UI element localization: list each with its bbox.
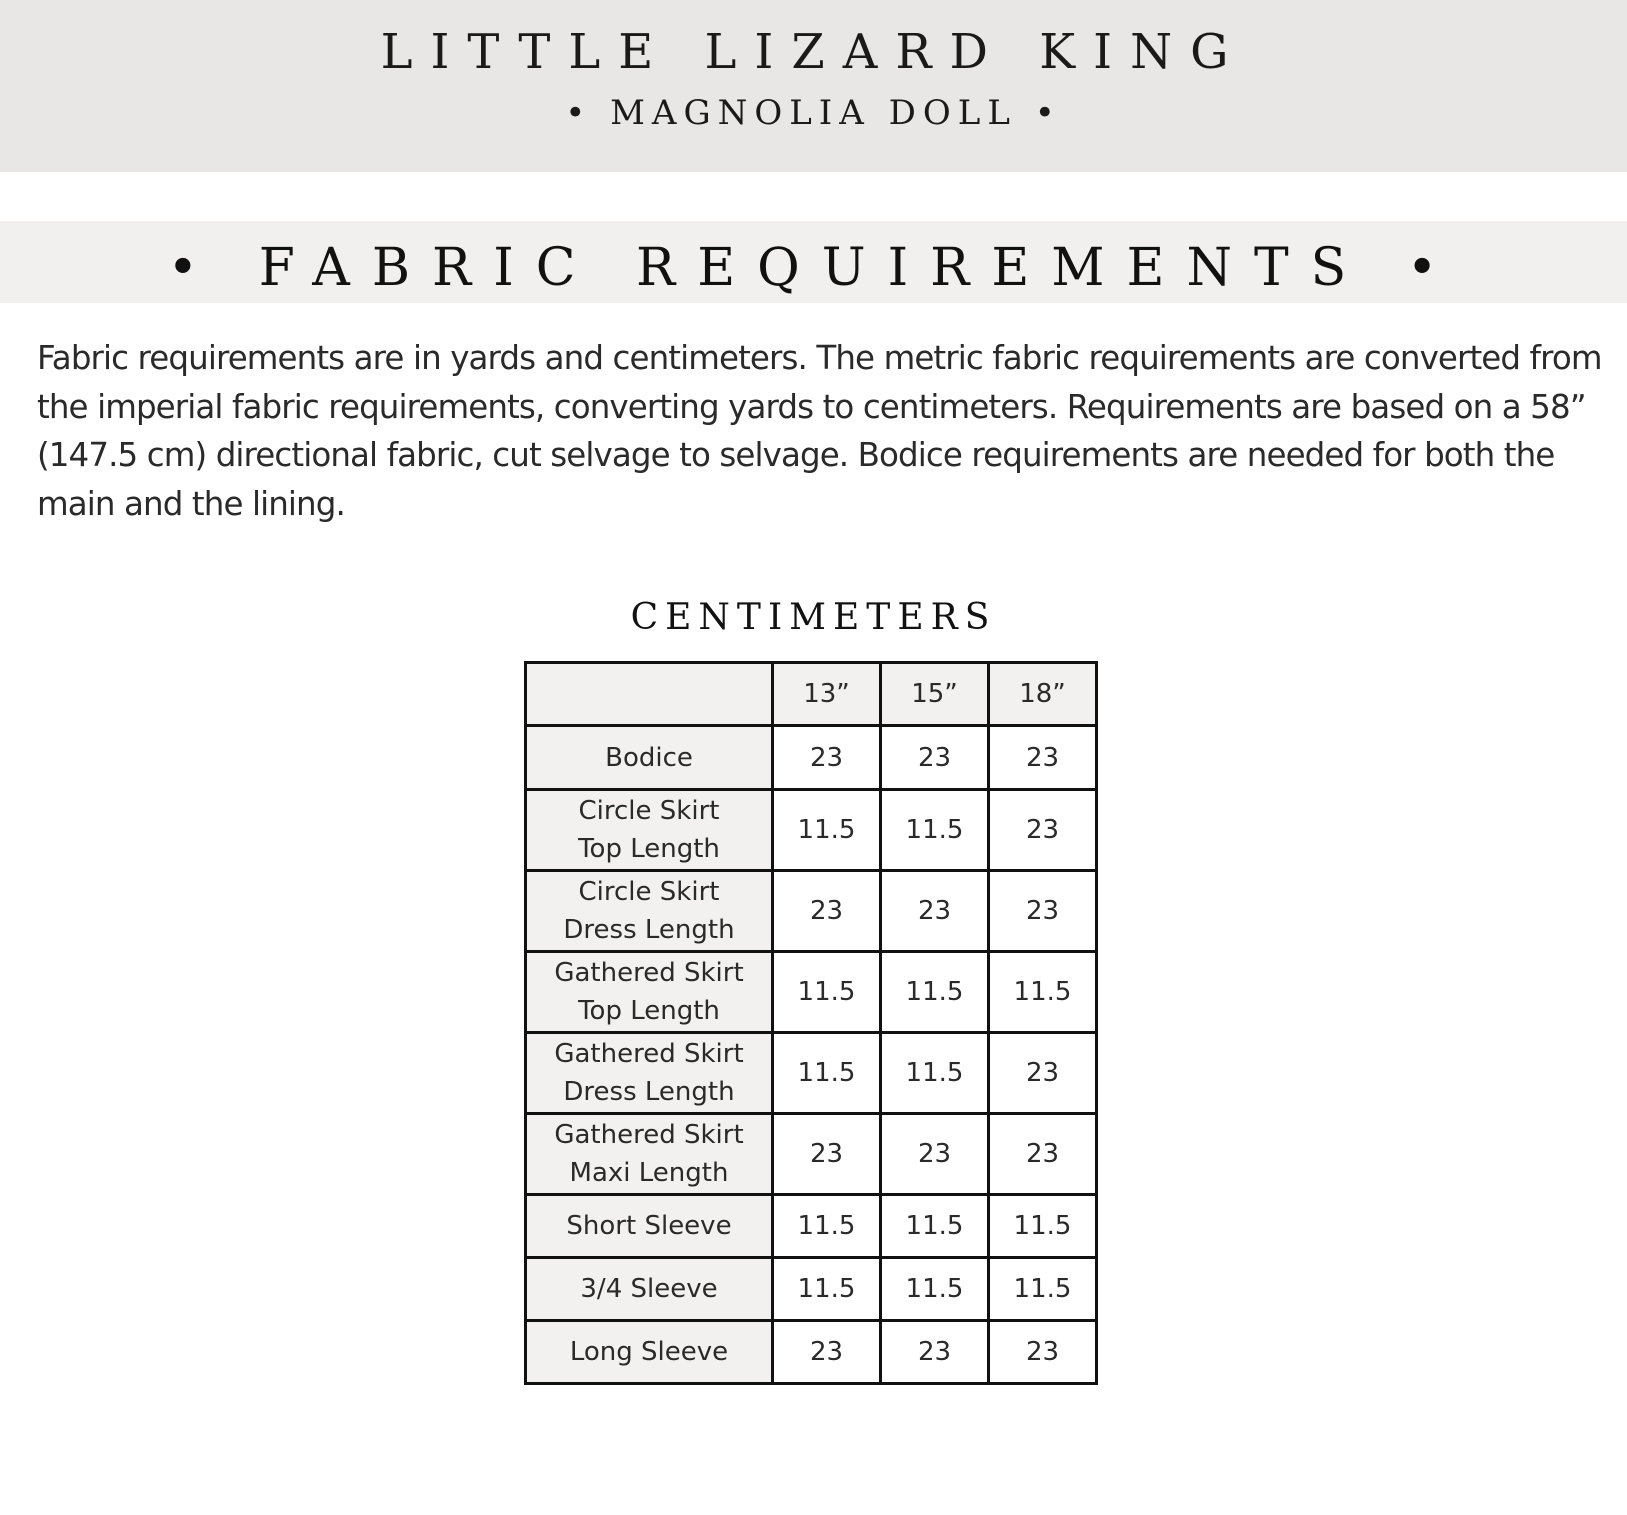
- column-header-18: 18”: [989, 663, 1097, 726]
- table-cell: 23: [773, 871, 881, 952]
- table-cell: 23: [989, 871, 1097, 952]
- section-title: • FABRIC REQUIREMENTS •: [167, 238, 1460, 298]
- table-row: [526, 790, 1097, 871]
- table-cell: 23: [881, 1114, 989, 1195]
- table-cell: 23: [989, 726, 1097, 790]
- row-label: Long Sleeve: [526, 1321, 773, 1384]
- table-cell: 23: [989, 1321, 1097, 1384]
- table-cell: 23: [881, 726, 989, 790]
- row-label: Circle Skirt Dress Length: [526, 871, 773, 952]
- table-header: [526, 663, 1097, 726]
- table-cell: 23: [989, 1033, 1097, 1114]
- brand-subtitle: • MAGNOLIA DOLL •: [565, 93, 1062, 133]
- table-cell: 11.5: [989, 952, 1097, 1033]
- table-heading: CENTIMETERS: [630, 597, 997, 638]
- table-row: [526, 726, 1097, 790]
- table-body: [526, 726, 1097, 1384]
- table-row: [526, 1114, 1097, 1195]
- table-cell: 11.5: [773, 1258, 881, 1321]
- table-cell: 11.5: [773, 952, 881, 1033]
- table-cell: 11.5: [773, 790, 881, 871]
- table-cell: 23: [773, 1114, 881, 1195]
- table-cell: 11.5: [773, 1195, 881, 1258]
- row-label: 3/4 Sleeve: [526, 1258, 773, 1321]
- table-cell: 11.5: [989, 1195, 1097, 1258]
- table-row: [526, 871, 1097, 952]
- table-row: [526, 1195, 1097, 1258]
- table-cell: 23: [773, 1321, 881, 1384]
- row-label: Bodice: [526, 726, 773, 790]
- row-label: Gathered Skirt Dress Length: [526, 1033, 773, 1114]
- row-label: Short Sleeve: [526, 1195, 773, 1258]
- table-cell: 23: [881, 871, 989, 952]
- table-row: [526, 952, 1097, 1033]
- table-cell: 23: [989, 1114, 1097, 1195]
- table-cell: 11.5: [773, 1033, 881, 1114]
- fabric-requirements-table: [524, 661, 1098, 1385]
- column-header-13: 13”: [773, 663, 881, 726]
- table-cell: 11.5: [881, 952, 989, 1033]
- table-corner-cell: [526, 663, 773, 726]
- intro-paragraph: Fabric requirements are in yards and centimeters. The metric fabric requirements are converted from the imperial fabric requirements, converting yards to centimeters. Requirements are based on a 58” (147.5 cm) directional fabric, cut selvage to selvage. Bodice requirements are needed for both the main and the lining.: [37, 339, 1602, 523]
- table-row: [526, 1321, 1097, 1384]
- row-label: Gathered Skirt Maxi Length: [526, 1114, 773, 1195]
- table-cell: 23: [989, 790, 1097, 871]
- table-cell: 11.5: [881, 1195, 989, 1258]
- table-cell: 11.5: [881, 1258, 989, 1321]
- brand-title: LITTLE LIZARD KING: [380, 24, 1247, 80]
- table-row: [526, 1033, 1097, 1114]
- row-label: Circle Skirt Top Length: [526, 790, 773, 871]
- table-cell: 23: [881, 1321, 989, 1384]
- table-cell: 11.5: [989, 1258, 1097, 1321]
- table-cell: 23: [773, 726, 881, 790]
- table-cell: 11.5: [881, 790, 989, 871]
- table-header-row: [526, 663, 1097, 726]
- table-row: [526, 1258, 1097, 1321]
- row-label: Gathered Skirt Top Length: [526, 952, 773, 1033]
- column-header-15: 15”: [881, 663, 989, 726]
- table-cell: 11.5: [881, 1033, 989, 1114]
